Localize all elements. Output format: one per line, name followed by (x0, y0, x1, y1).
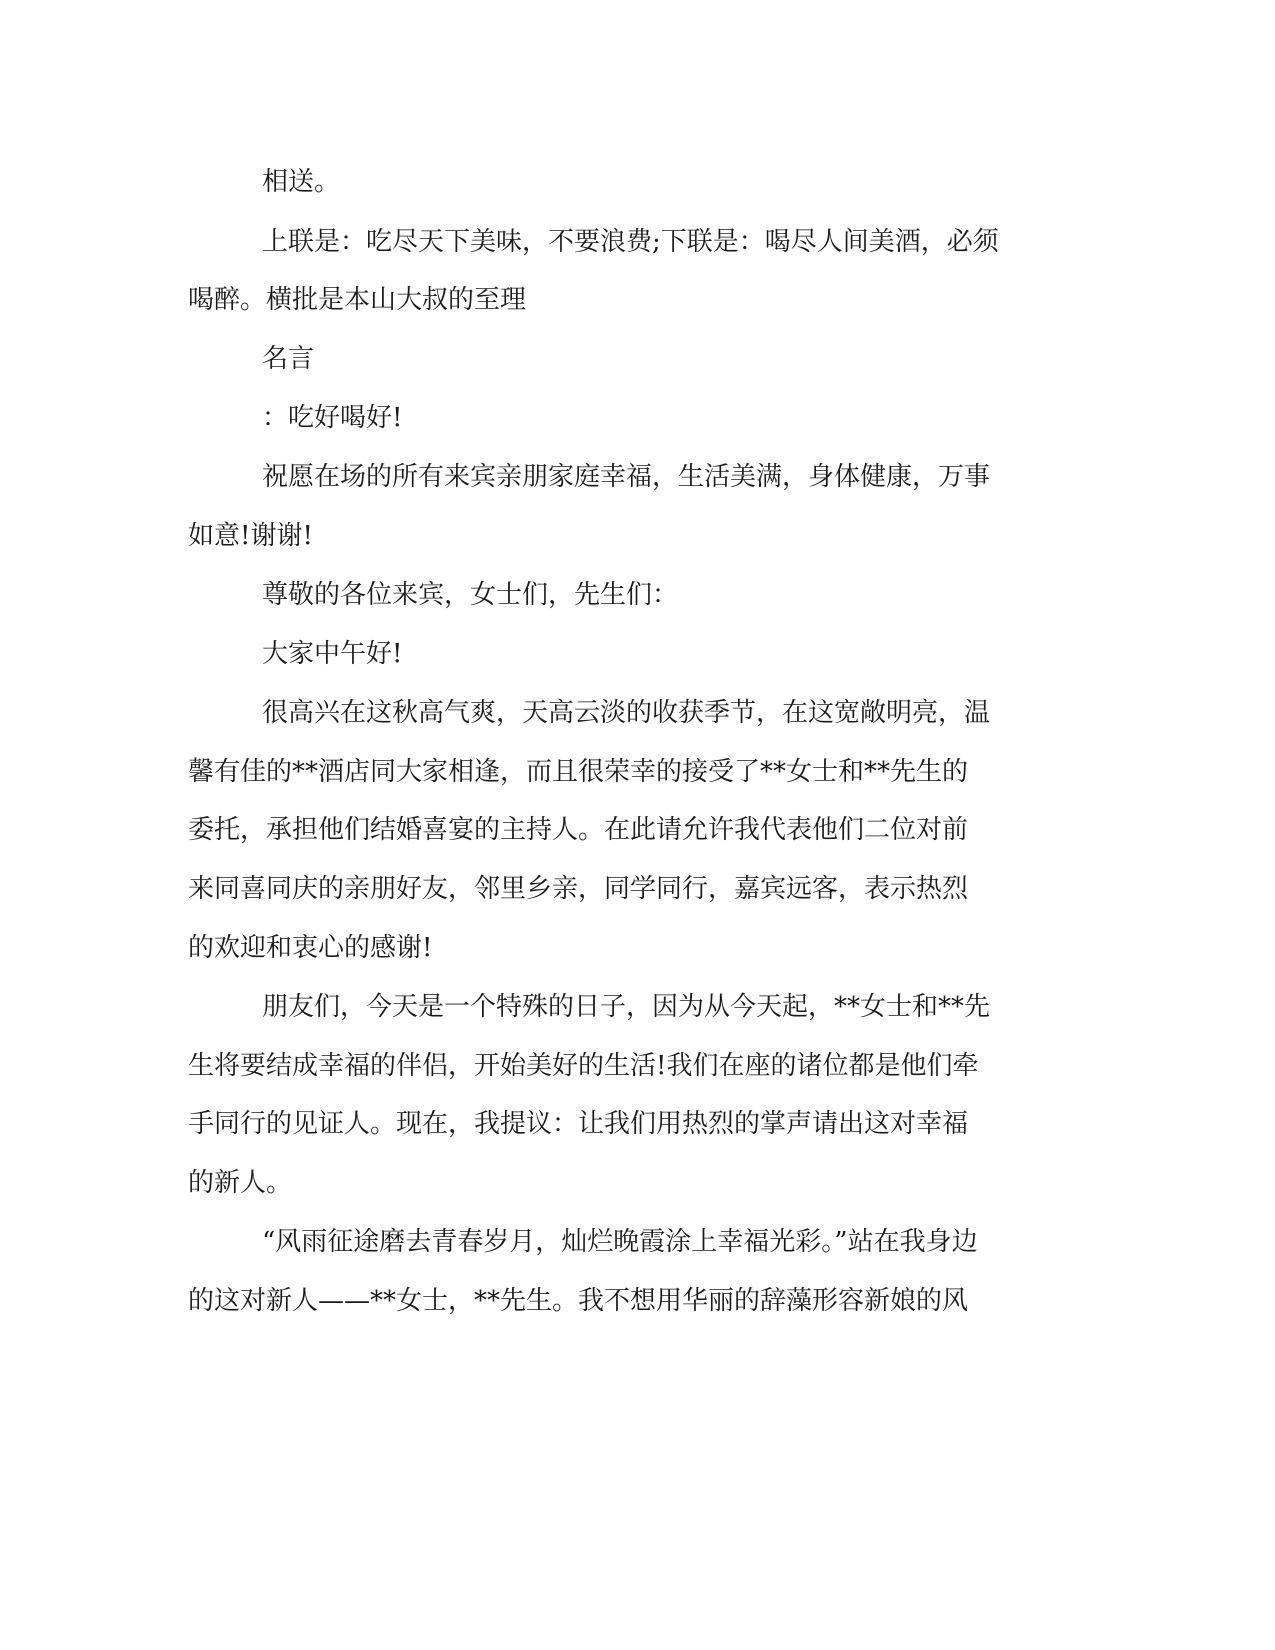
text-line: 委托，承担他们结婚喜宴的主持人。在此请允许我代表他们二位对前 (188, 815, 969, 845)
text-line: 朋友们，今天是一个特殊的日子，因为从今天起，**女士和**先 (262, 992, 991, 1022)
text-line: 祝愿在场的所有来宾亲朋家庭幸福，生活美满，身体健康，万事 (262, 462, 991, 492)
text-line: ：吃好喝好! (262, 403, 403, 433)
text-line: 名言 (262, 344, 315, 374)
text-line: “风雨征途磨去青春岁月，灿烂晚霞涂上幸福光彩。”站在我身边 (262, 1227, 978, 1257)
text-line: 的新人。 (188, 1168, 293, 1198)
text-line: 手同行的见证人。现在，我提议：让我们用热烈的掌声请出这对幸福 (188, 1109, 969, 1139)
text-line: 尊敬的各位来宾，女士们，先生们： (262, 580, 679, 610)
text-line: 生将要结成幸福的伴侣，开始美好的生活!我们在座的诸位都是他们牵 (188, 1051, 979, 1081)
text-line: 如意!谢谢! (188, 521, 313, 551)
text-line: 很高兴在这秋高气爽，天高云淡的收获季节，在这宽敞明亮，温 (262, 698, 991, 728)
text-line: 来同喜同庆的亲朋好友，邻里乡亲，同学同行，嘉宾远客，表示热烈 (188, 874, 969, 904)
text-line: 的欢迎和衷心的感谢! (188, 933, 433, 963)
text-line: 大家中午好! (262, 639, 403, 669)
text-line: 的这对新人——**女士，**先生。我不想用华丽的辞藻形容新娘的风 (188, 1286, 969, 1316)
text-line: 馨有佳的**酒店同大家相逢，而且很荣幸的接受了**女士和**先生的 (188, 757, 969, 787)
text-line: 上联是：吃尽天下美味，不要浪费;下联是：喝尽人间美酒，必须 (262, 227, 999, 257)
text-line: 相送。 (262, 167, 341, 197)
text-line: 喝醉。横批是本山大叔的至理 (188, 285, 527, 315)
